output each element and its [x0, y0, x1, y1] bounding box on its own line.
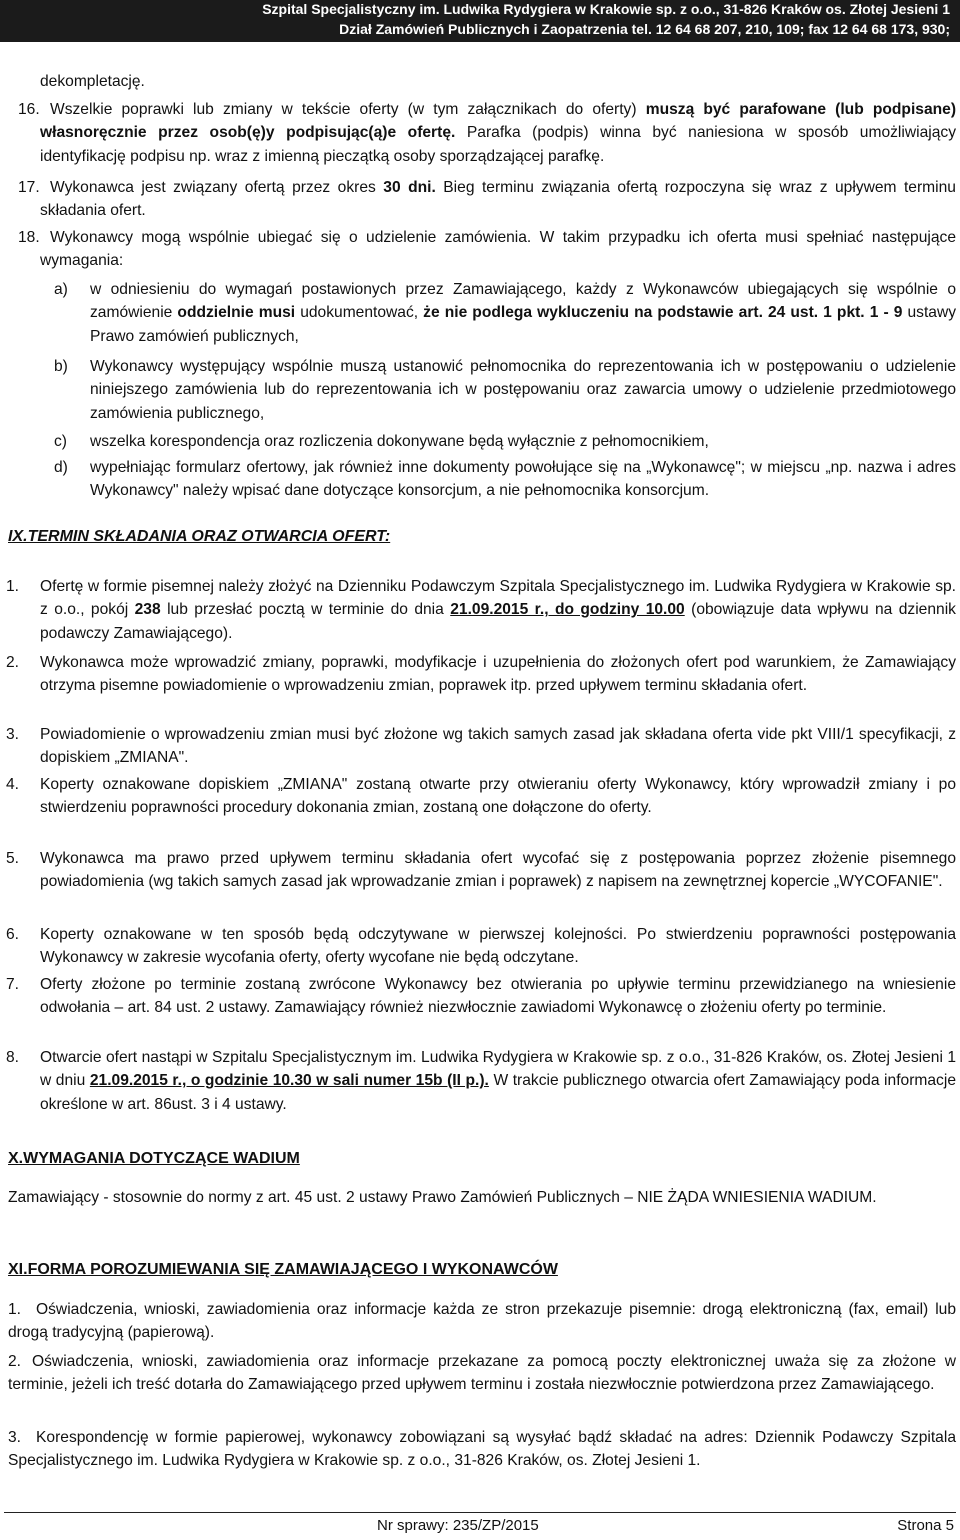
header-contact-line: Dział Zamówień Publicznych i Zaopatrzenia tel. 12 64 68 207, 210, 109; fax 12 64 68 173, 930; [339, 21, 950, 37]
subitem-c-text: wszelka korespondencja oraz rozliczenia dokonywane będą wyłącznie z pełnomocnikiem, [90, 433, 709, 450]
s9-item-8-number: 8. [6, 1049, 20, 1066]
item-18-number: 18. [18, 229, 40, 246]
s11-item-2-text: Oświadczenia, wnioski, zawiadomienia oraz informacje przekazane za pomocą poczty elektronicznej uważa się za złożone w terminie, jeżeli ich treść dotarła do Zamawiającego przed upływem terminu i została niezwłocznie potwierdzona przez Zamawiającego. [8, 1353, 956, 1394]
s11-item-1 [8, 1298, 956, 1345]
s9-item-1-number: 1. [6, 578, 20, 595]
s9-item-4-number: 4. [6, 776, 20, 793]
item-16-number: 16. [18, 101, 40, 118]
section-10-title: X.WYMAGANIA DOTYCZĄCE WADIUM [8, 1150, 300, 1167]
subitem-d-label: d) [54, 459, 68, 476]
subitem-d-text: wypełniając formularz ofertowy, jak również inne dokumenty powołujące się na „Wykonawcę"; w miejscu „np. nazwa i adres Wykonawcy" należy wpisać dane dotyczące konsorcjum, a nie pełnomocnika konsorcjum. [90, 459, 956, 500]
subitem-c-label: c) [54, 433, 67, 450]
s9-item-5-text: Wykonawca ma prawo przed upływem terminu składania ofert wycofać się z postępowania poprzez złożenie pisemnego powiadomienia (wg takich samych zasad jak wprowadzanie zmian i poprawek) z napisem na zewnętrznej kopercie „WYCOFANIE". [40, 850, 956, 891]
subitem-a-label: a) [54, 281, 68, 298]
case-number: Nr sprawy: 235/ZP/2015 [377, 1517, 539, 1534]
s11-item-1-number: 1. [8, 1301, 22, 1318]
s11-item-3-text: Korespondencję w formie papierowej, wykonawcy zobowiązani są wysyłać bądź składać na adres: Dziennik Podawczy Szpitala Specjalistycznego im. Ludwika Rydygiera w Krakowie sp. z o.o., 31-826 Kraków, os. Złotej Jesieni 1. [8, 1429, 956, 1470]
s9-item-7-text: Oferty złożone po terminie zostaną zwrócone Wykonawcy bez otwierania po upływie terminu przewidzianego na wniesienie odwołania – art. 84 ust. 2 ustawy. Zamawiający również niezwłocznie zawiadomi Wykonawcę o złożeniu oferty po terminie. [40, 976, 956, 1017]
section-9-title: IX.TERMIN SKŁADANIA ORAZ OTWARCIA OFERT: [8, 528, 391, 545]
page-footer [0, 1512, 960, 1540]
section-10-text: Zamawiający - stosownie do normy z art. 45 ust. 2 ustawy Prawo Zamówień Publicznych – NIE ŻĄDA WNIESIENIA WADIUM. [8, 1189, 877, 1206]
s11-item-3 [8, 1426, 956, 1473]
s11-item-1-text: Oświadczenia, wnioski, zawiadomienia oraz informacje każda ze stron przekazuje pisemnie: drogą elektroniczną (fax, email) lub drogą tradycyjną (papierową). [8, 1301, 956, 1342]
section-11-title: XI.FORMA POROZUMIEWANIA SIĘ ZAMAWIAJĄCEGO I WYKONAWCÓW [8, 1261, 558, 1278]
s9-item-5-number: 5. [6, 850, 20, 867]
s9-item-2-number: 2. [6, 654, 20, 671]
s9-item-7-number: 7. [6, 976, 20, 993]
s11-item-2-number: 2. [8, 1353, 22, 1370]
s9-item-6-number: 6. [6, 926, 20, 943]
s9-item-4-text: Koperty oznakowane dopiskiem „ZMIANA" zostaną otwarte przy otwieraniu oferty Wykonawcy, który wprowadził zmiany i po stwierdzeniu poprawności procedury dokonania zmian, zostaną one dołączone do oferty. [40, 776, 956, 817]
subitem-a-text: w odniesieniu do wymagań postawionych przez Zamawiającego, każdy z Wykonawców ubiegających się wspólnie o zamówienie oddzielnie musi udokumentować, że nie podlega wykluczeniu na podstawie art. 24 ust. 1 pkt. 1 - 9 ustawy Prawo zamówień publicznych, [90, 281, 957, 345]
subitem-b-text: Wykonawcy występujący wspólnie muszą ustanowić pełnomocnika do reprezentowania ich w postępowaniu o udzielenie niniejszego zamówienia lub do reprezentowania ich w postępowaniu oraz zawarcia umowy o udzielenie przedmiotowego zamówienia publicznego, [90, 358, 956, 422]
footer-rule [4, 1512, 956, 1513]
s9-item-6-text: Koperty oznakowane w ten sposób będą odczytywane w pierwszej kolejności. Po stwierdzeniu poprawności postępowania Wykonawcy w zakresie wycofania oferty, oferty wycofane nie będą odczytane. [40, 926, 956, 967]
page-number: Strona 5 [897, 1517, 954, 1534]
header-hospital-line: Szpital Specjalistyczny im. Ludwika Rydygiera w Krakowie sp. z o.o., 31-826 Kraków os. Złotej Jesieni 1 [262, 1, 950, 17]
item-18-text: Wykonawcy mogą wspólnie ubiegać się o udzielenie zamówienia. W takim przypadku ich oferta musi spełniać następujące wymagania: [40, 229, 957, 270]
continuation-text: dekompletację. [40, 73, 145, 90]
s9-item-3-text: Powiadomienie o wprowadzeniu zmian musi być złożone wg takich samych zasad jak składana oferta vide pkt VIII/1 specyfikacji, z dopiskiem „ZMIANA". [40, 726, 956, 767]
s9-item-2-text: Wykonawca może wprowadzić zmiany, poprawki, modyfikacje i uzupełnienia do złożonych ofert pod warunkiem, że Zamawiający otrzyma pisemne powiadomienie o wprowadzeniu zmian, poprawek itp. przed upływem terminu składania ofert. [40, 654, 956, 695]
item-17-number: 17. [18, 179, 40, 196]
s9-item-1-text: Ofertę w formie pisemnej należy złożyć na Dzienniku Podawczym Szpitala Specjalistycznego im. Ludwika Rydygiera w Krakowie sp. z o.o., pokój 238 lub przesłać pocztą w terminie do dnia 21.09.2015 r., do godziny 10.00 (obowiązuje data wpływu na dziennik podawczy Zamawiającego). [40, 578, 956, 642]
s11-item-3-number: 3. [8, 1429, 22, 1446]
item-17-text: Wykonawca jest związany ofertą przez okres 30 dni. Bieg terminu związania ofertą rozpoczyna się wraz z upływem terminu składania ofert. [40, 179, 956, 220]
s9-item-8-text: Otwarcie ofert nastąpi w Szpitalu Specjalistycznym im. Ludwika Rydygiera w Krakowie sp. z o.o., 31-826 Kraków, os. Złotej Jesieni 1 w dniu 21.09.2015 r., o godzinie 10.30 w sali numer 15b (II p.). W trakcie publicznego otwarcia ofert Zamawiający poda informacje określone w art. 86ust. 3 i 4 ustawy. [40, 1049, 956, 1113]
item-16-text: Wszelkie poprawki lub zmiany w tekście oferty (w tym załącznikach do oferty) muszą być parafowane (lub podpisane) własnoręcznie przez osob(ę)y podpisując(ą)e ofertę. Parafka (podpis) winna być naniesiona w sposób umożliwiający identyfikację podpisu np. wraz z imienną pieczątką osoby sporządzającej parafkę. [40, 101, 957, 165]
s9-item-3-number: 3. [6, 726, 20, 743]
subitem-b-label: b) [54, 358, 68, 375]
s11-item-2 [8, 1350, 956, 1397]
